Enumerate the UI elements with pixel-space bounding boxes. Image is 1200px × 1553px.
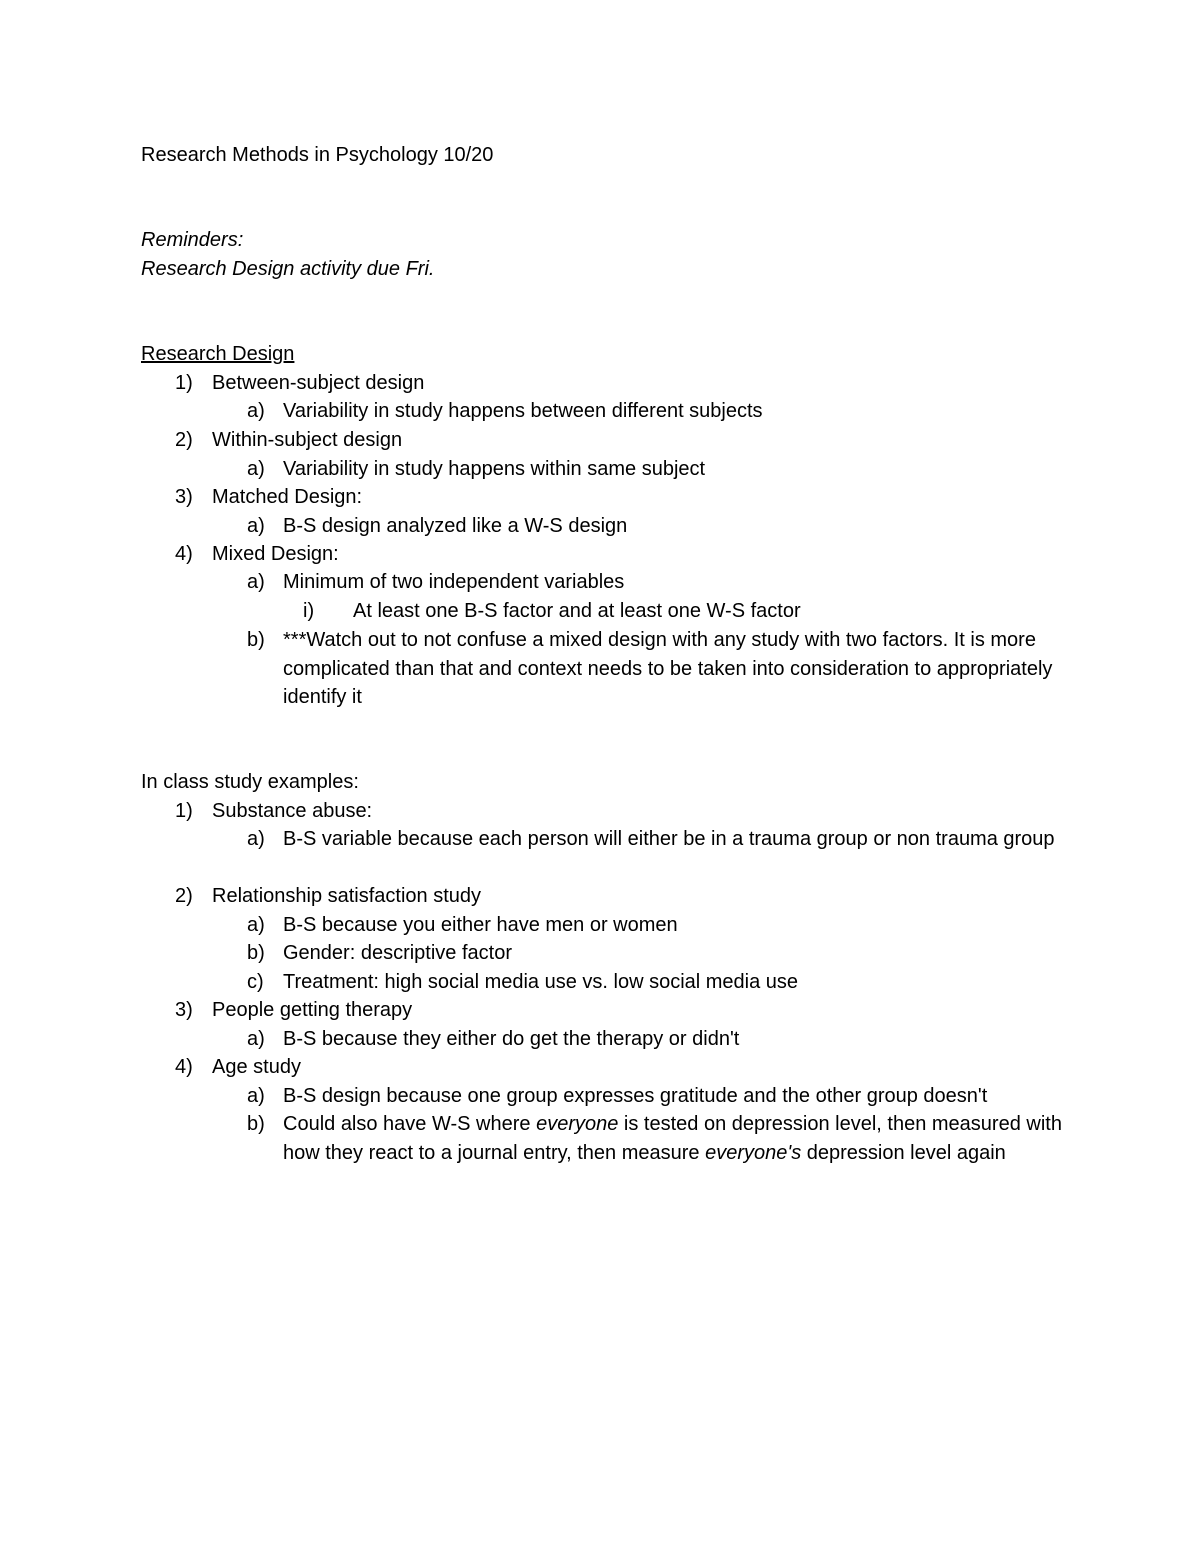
list-marker: 3) [175,486,193,508]
list-marker: a) [247,400,265,422]
list-item: People getting therapy [212,999,413,1021]
list-item: Variability in study happens between different subjects [283,400,763,422]
list-item: B-S design because one group expresses gratitude and the other group doesn't [283,1085,988,1107]
text-run: Could also have W-S where [283,1113,537,1135]
list-marker: b) [247,629,265,651]
list-marker: 1) [175,372,193,394]
reminder-item: Research Design activity due Fri. [141,258,435,280]
list-item: At least one B-S factor and at least one W-S factor [353,600,801,622]
reminders-heading: Reminders: [141,229,244,251]
page-title: Research Methods in Psychology 10/20 [141,144,494,166]
list-item: B-S design analyzed like a W-S design [283,515,628,537]
list-marker: 2) [175,429,193,451]
list-item: Substance abuse: [212,800,373,822]
list-marker: 3) [175,999,193,1021]
emphasis-text: everyone [536,1113,619,1135]
examples-heading: In class study examples: [141,771,359,793]
list-marker: a) [247,914,265,936]
research-design-heading: Research Design [141,343,295,365]
list-item: Matched Design: [212,486,363,508]
list-marker: b) [247,942,265,964]
list-item: Minimum of two independent variables [283,571,625,593]
list-marker: a) [247,515,265,537]
list-marker: 4) [175,1056,193,1078]
list-marker: a) [247,1028,265,1050]
list-item [283,1110,1073,1167]
list-marker: a) [247,828,265,850]
list-item: Variability in study happens within same subject [283,458,706,480]
list-marker: a) [247,458,265,480]
list-marker: 1) [175,800,193,822]
list-marker: a) [247,1085,265,1107]
text-run: is tested on depression level, then measured with how they react to a journal entry, then measure [283,1113,1062,1164]
list-item: B-S variable because each person will either be in a trauma group or non trauma group [283,828,1055,850]
emphasis-text: everyone's [705,1141,802,1164]
list-item: Mixed Design: [212,543,339,565]
list-item: Treatment: high social media use vs. low social media use [283,971,799,993]
list-item: B-S because they either do get the therapy or didn't [283,1028,740,1050]
list-marker: 2) [175,885,193,907]
list-item: Relationship satisfaction study [212,885,482,907]
list-item: Within-subject design [212,429,403,451]
list-item: Between-subject design [212,372,425,394]
list-item: Age study [212,1056,301,1078]
list-marker: a) [247,571,265,593]
text-run: depression level again [801,1141,1006,1164]
list-marker: b) [247,1113,265,1135]
list-item: Gender: descriptive factor [283,942,512,964]
list-marker: 4) [175,543,193,565]
list-marker: c) [247,971,264,993]
list-item: B-S because you either have men or women [283,914,678,936]
list-marker: i) [303,600,315,622]
list-item: ***Watch out to not confuse a mixed design with any study with two factors. It is more complicated than that and context needs to be taken into consideration to appropriately identify it [283,629,1053,709]
